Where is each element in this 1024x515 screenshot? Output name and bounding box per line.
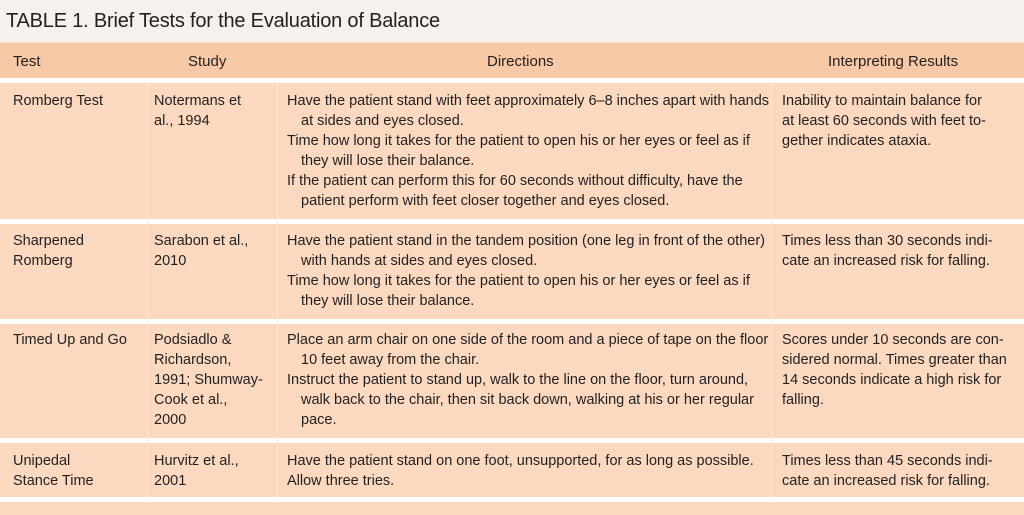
cell-study: Sarabon et al., 2010 bbox=[154, 233, 249, 269]
cell-result: Times less than 45 seconds indi- cate an increased risk for falling. bbox=[782, 453, 993, 489]
table-row bbox=[0, 443, 1024, 497]
column-divider bbox=[277, 83, 278, 497]
column-divider bbox=[771, 83, 772, 497]
cell-study: Podsiadlo & Richardson, 1991; Shumway- Cook et al., 2000 bbox=[154, 332, 263, 428]
cell-test: Sharpened Romberg bbox=[13, 233, 84, 269]
header-interpreting-results: Interpreting Results bbox=[828, 53, 959, 70]
table-row bbox=[0, 324, 1024, 438]
header-test: Test bbox=[13, 53, 41, 70]
cell-study: Hurvitz et al., 2001 bbox=[154, 453, 239, 489]
cell-directions: Have the patient stand in the tandem position (one leg in front of the other) with hands at sides and eyes closed. Time how long it takes for the patient to open his or her eyes or feel as if they will lose their balance. bbox=[287, 233, 765, 309]
table-header bbox=[0, 43, 1024, 78]
cell-result: Times less than 30 seconds indi- cate an increased risk for falling. bbox=[782, 233, 993, 269]
cell-directions: Have the patient stand on one foot, unsupported, for as long as possible. Allow three tries. bbox=[287, 453, 754, 489]
table-row bbox=[0, 224, 1024, 319]
header-study: Study bbox=[188, 53, 227, 70]
row-separator bbox=[0, 497, 1024, 502]
table-row bbox=[0, 83, 1024, 219]
header-directions: Directions bbox=[487, 53, 554, 70]
cell-study: Notermans et al., 1994 bbox=[154, 93, 242, 129]
table-title: TABLE 1. Brief Tests for the Evaluation of Balance bbox=[6, 10, 440, 32]
cell-test: Timed Up and Go bbox=[13, 332, 127, 348]
cell-directions: Have the patient stand with feet approximately 6–8 inches apart with hands at sides and eyes closed. Time how long it takes for the patient to open his or her eyes or feel as if they will lose their balance. If the patient can perform this for 60 seconds without difficulty, have the patient perform with feet closer together and eyes closed. bbox=[287, 93, 770, 209]
cell-test: Unipedal Stance Time bbox=[13, 453, 94, 489]
cell-directions: Place an arm chair on one side of the room and a piece of tape on the floor 10 feet away from the chair. Instruct the patient to stand up, walk to the line on the floor, turn around, walk back to the chair, then sit back down, walking at his or her regular pace. bbox=[287, 332, 769, 428]
title-bar bbox=[0, 0, 1024, 42]
column-divider bbox=[147, 83, 148, 497]
cell-test: Romberg Test bbox=[13, 93, 103, 109]
cell-result: Inability to maintain balance for at least 60 seconds with feet to- gether indicates ataxia. bbox=[782, 93, 986, 149]
cell-result: Scores under 10 seconds are con- sidered normal. Times greater than 14 seconds indicate a high risk for falling. bbox=[782, 332, 1007, 408]
